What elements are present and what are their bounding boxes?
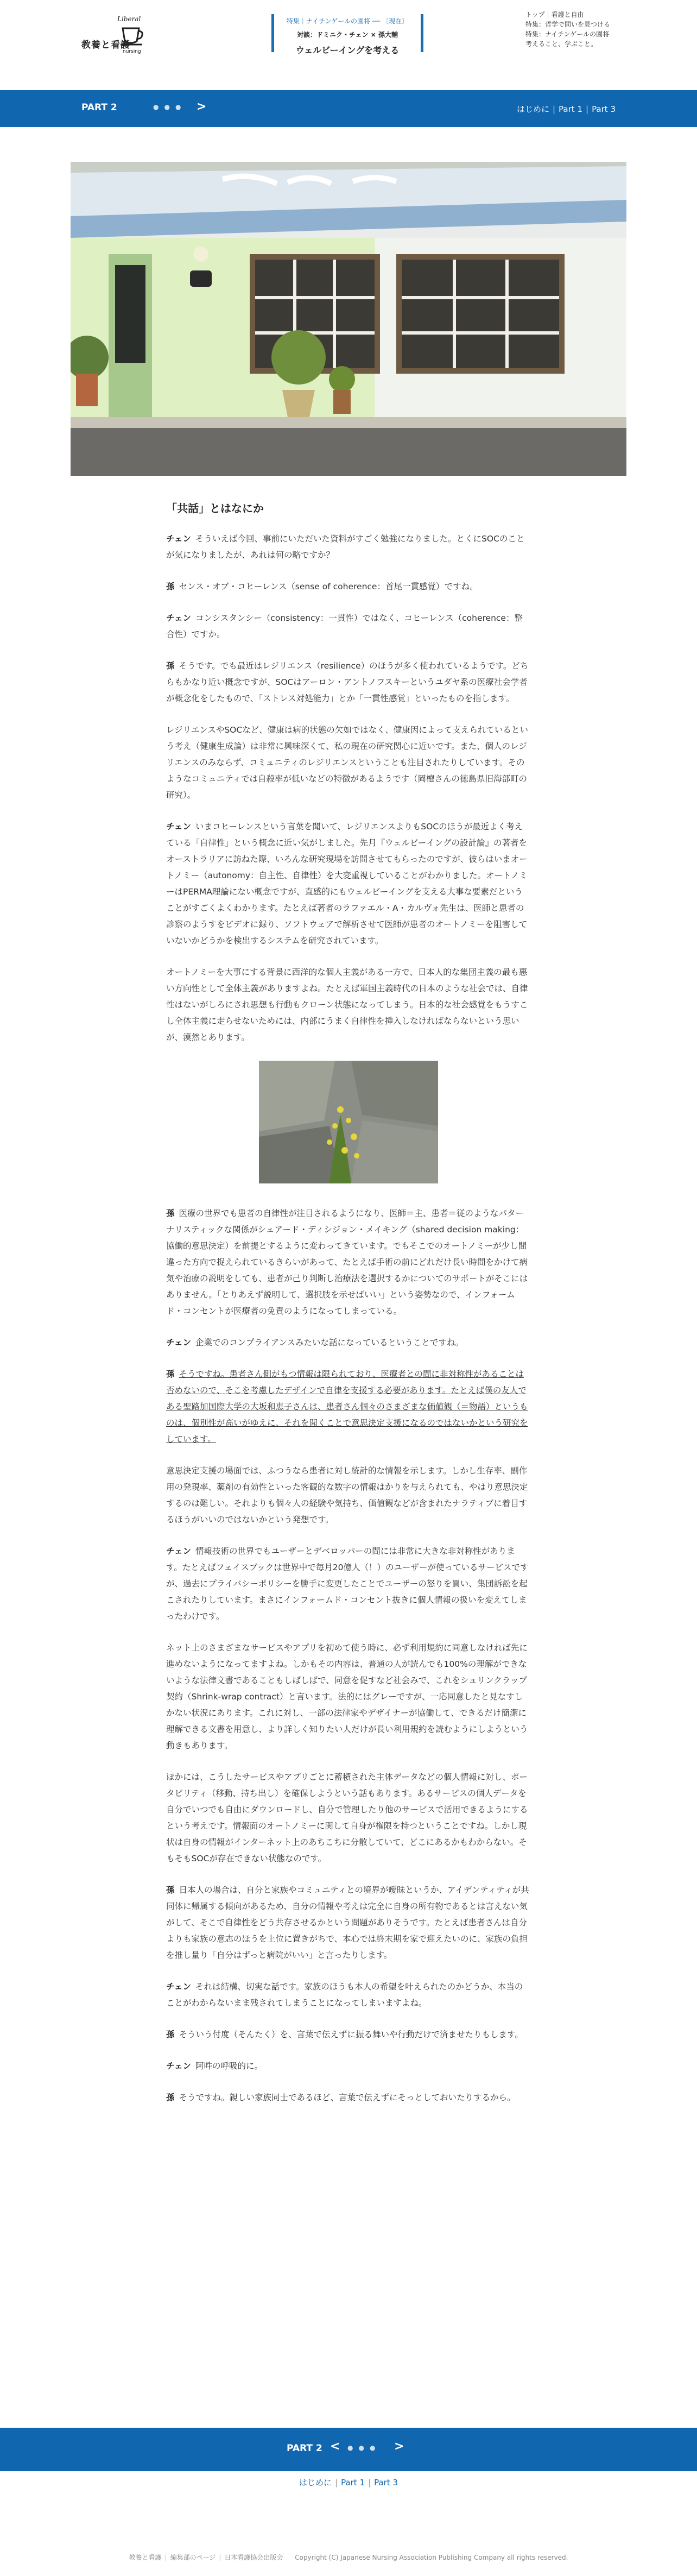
paragraph-text: レジリエンスやSOCなど、健康は病的状態の欠如ではなく、健康因によって支えられているという考え（健康生成論）は非常に興味深くて、私の現在の研究関心に近いです。また、個人のレジリエンスのみならず、コミュニティのレジリエンスということも注目されたりしています。そのようなコミュニティでは自殺率が低いなどの特徴があるようです（岡檀さんの徳島県旧海部町の研究）。	[166, 725, 528, 800]
site-logo[interactable]	[81, 14, 152, 58]
paragraph-text: いまコヒーレンスという言葉を聞いて、レジリエンスよりもSOCのほうが最近よく考えている「自律性」という概念に近い気がしました。先月『ウェルビーイングの設計論』の著者をオーストラリアに訪ねた際、いろんな研究現場を訪問させてもらったのですが、彼らはいまオートノミー（autonomy：自主性、自律性）を大変重視していることがわかりました。オートノミーはPERMA理論にない概念ですが、直感的にもウェルビーイングを支える大事な要素だということがすごくよくわかります。たとえば著者のラファエル・A・カルヴォ先生は、医師と患者の診察のようすをビデオに録り、ソフトウェアで解析させて医師が患者のオートノミーを阻害していないかどうかを検出するシステムを研究されています。	[166, 822, 528, 946]
speaker-name: チェン	[166, 822, 192, 832]
speaker-name: チェン	[166, 1546, 192, 1556]
storefront-illustration	[71, 162, 626, 476]
footer-link[interactable]: 編集部のページ	[170, 2554, 216, 2561]
link-part-1[interactable]: Part 1	[559, 104, 582, 114]
speaker-name: 孫	[166, 582, 175, 591]
paragraph-text: 意思決定支援の場面では、ふつうなら患者に対し統計的な情報を示します。しかし生存率、副作用の発現率、薬剤の有効性といった客観的な数字の情報はかりを与えられても、やはり意思決定するのは難しい。それよりも個々人の経験や気持ち、価値観などが含まれたナラティブに着目するほうがいいのではないかという発想です。	[166, 1466, 528, 1525]
section-heading: 「共話」とはなにか	[166, 502, 264, 515]
paragraph-text: センス・オブ・コヒーレンス（sense of coherence：首尾一貫感覚）ですね。	[179, 582, 478, 591]
paragraph-text-underlined: そうですね。患者さん側がもつ情報は限られており、医療者との間に非対称性があることは否めないので、そこを考慮したデザインで自律を支援する必要があります。たとえば僕の友人である聖路加国際大学の大坂和恵子さんは、患者さん個々のさまざまな価値観（＝物語）というものは、個別性が高いがゆえに、それを聞くことで意思決定支援になるのではないかという研究をしています。	[166, 1369, 528, 1444]
link-part-3[interactable]: Part 3	[374, 2478, 398, 2487]
copyright: Copyright (C) Japanese Nursing Association Publishing Company all rights reserved.	[295, 2554, 568, 2561]
paragraph-text: 企業でのコンプライアンスみたいな話になっているということですね。	[195, 1338, 464, 1347]
current-part-label: PART 2	[287, 2443, 322, 2454]
paragraph	[166, 1882, 531, 1963]
part-progress-dots: ●●●	[347, 2444, 381, 2452]
paragraph-text: そうです。でも最近はレジリエンス（resilience）のほうが多く使われているようです。どちらもかなり近い概念ですが、SOCはアーロン・アントノフスキーというユダヤ系の医療社会学者が概念化をしたもので、「ストレス対処能力」とか「一貫性感覚」といったものを指します。	[166, 661, 529, 703]
divider: |	[368, 2478, 371, 2487]
divider: |	[335, 2478, 338, 2487]
site-footer	[0, 2553, 697, 2562]
logo-tiny-text: nursing	[123, 49, 141, 54]
paragraph-text: ほかには、こうしたサービスやアプリごとに蓄積された主体データなどの個人情報に対し、ポータビリティ（移動、持ち出し）を確保しようという話もあります。あるサービスの個人データを自分でいつでも自由にダウンロードし、自分で管理したり他のサービスで活用できるようにするという考えです。情報面のオートノミーに関して自身が権限を持つということですね。しかし現状は自身の情報がインターネット上のあちこちに分散していて、どこにあるかもわからない。そもそもSOCが存在できない状態なのです。	[166, 1772, 528, 1863]
current-part-label: PART 2	[81, 102, 117, 113]
feature-title-box	[271, 14, 423, 55]
footer-link[interactable]: 日本看護協会出版会	[224, 2554, 283, 2561]
speaker-name: 孫	[166, 2030, 175, 2039]
breadcrumb-item[interactable]: トップ｜看護と自由	[525, 11, 584, 18]
paragraph	[166, 1463, 531, 1528]
part-nav-top	[0, 90, 697, 127]
paragraph-text: そういえば今回、事前にいただいた資料がすごく勉強になりました。とくにSOCのことが気になりましたが、あれは何の略ですか？	[166, 534, 525, 560]
paragraph-text: そうですね。親しい家族同士であるほど、言葉で伝えずにそっとしておいたりするから。	[179, 2093, 516, 2102]
paragraph	[166, 2089, 531, 2106]
paragraph	[166, 1205, 531, 1319]
part-nav-bottom	[0, 2428, 697, 2471]
paragraph-text: ネット上のさまざまなサービスやアプリを初めて使う時に、必ず利用規約に同意しなければ先に進めないようになってますよね。しかもその内容は、普通の人が読んでも100%の理解ができないような法律文書であることもしばしばで、同意を促すなど社会みで、これをシュリンクラップ契約（Shrink-wrap contract）と言います。法的にはグレーですが、一応同意したと見なすしかない状況にあります。これに対し、一部の法律家やデザイナーが協働して、できるだけ簡潔に理解できる文書を用意し、より詳しく知りたい人だけが長い利用規約を読むようにしようという動きもあります。	[166, 1643, 528, 1750]
bottom-part-links	[0, 2477, 697, 2488]
paragraph	[166, 722, 531, 803]
site-header	[0, 0, 697, 87]
paragraph	[166, 1543, 531, 1624]
logo-small-text: Liberal	[117, 15, 141, 23]
divider: |	[219, 2554, 221, 2561]
speaker-name: チェン	[166, 534, 192, 544]
paragraph	[166, 964, 531, 1045]
paragraph-text: 日本人の場合は、自分と家族やコミュニティとの境界が曖昧というか、アイデンティティが共同体に帰属する傾向があるため、自分の情報や考えは完全に自身の所有物であるとは言えない気がして、そこで自律性をどう共存させるかという問題がありそうです。たとえば患者さんは自分よりも家族の意志のほうを上位に置きがちで、本心では終末期を家で迎えたいのに、家族の負担を推し量り「自分はずっと病院がいい」と言ったりします。	[166, 1885, 529, 1960]
paragraph	[166, 658, 531, 707]
logo-title: 教養と看護	[81, 40, 130, 51]
paragraph	[166, 2026, 531, 2043]
part-links	[517, 103, 616, 115]
breadcrumb-item[interactable]: 特集：ナイチンゲールの園将	[525, 30, 610, 38]
dialogue-participants: 対談：ドミニク・チェン × 孫大輔	[296, 31, 398, 39]
speaker-name: チェン	[166, 1982, 192, 1992]
part-progress-dots: ●●●	[153, 103, 187, 111]
paragraph-text: オートノミーを大事にする背景に西洋的な個人主義がある一方で、日本人的な集団主義の最も悪い方向性として全体主義がありますよね。たとえば軍国主義時代の日本のような社会では、自律性はないがしろにされ思想も行動もクローン状態になってしまう。日本的な社会感覚をもうすこし全体主義に走らせないためには、内部にうまく自律性を挿入しなければならないという思いが、漠然とあります。	[166, 967, 528, 1042]
link-intro[interactable]: はじめに	[299, 2478, 332, 2487]
prev-part-arrow-icon[interactable]: <	[330, 2440, 340, 2453]
next-part-arrow-icon[interactable]: >	[394, 2440, 404, 2453]
divider: |	[164, 2554, 167, 2561]
paragraph-text: 情報技術の世界でもユーザーとデベロッパーの間には非常に大きな非対称性があります。たとえばフェイスブックは世界中で毎月20億人（！）のユーザーが使っているサービスですが、過去にプライバシーポリシーを勝手に変更したことでユーザーの怒りを買い、集団訴訟を起こされたりしています。まさにインフォームド・コンセント抜きに個人情報の扱いを変えてしまったわけです。	[166, 1546, 529, 1621]
inline-photo-flowers-on-stone	[259, 1061, 438, 1183]
speaker-name: 孫	[166, 1885, 175, 1895]
link-intro[interactable]: はじめに	[516, 104, 549, 114]
footer-link[interactable]: 教養と看護	[129, 2554, 162, 2561]
speaker-name: 孫	[166, 1369, 175, 1379]
paragraph	[166, 2058, 531, 2074]
paragraph	[166, 578, 531, 595]
link-part-1[interactable]: Part 1	[341, 2478, 365, 2487]
link-part-3[interactable]: Part 3	[592, 104, 616, 114]
speaker-name: チェン	[166, 613, 192, 623]
speaker-name: チェン	[166, 1338, 192, 1347]
paragraph-text: コンシスタンシー（consistency：一貫性）ではなく、コヒーレンス（coherence：整合性）ですか。	[166, 613, 523, 639]
paragraph	[166, 610, 531, 643]
paragraph	[166, 1769, 531, 1867]
paragraph-text: そういう付度（そんたく）を、言葉で伝えずに振る舞いや行動だけで済ませたりもします。	[179, 2030, 523, 2039]
speaker-name: 孫	[166, 2093, 175, 2102]
breadcrumb-item[interactable]: 考えること、学ぶこと。	[525, 40, 598, 48]
paragraph	[166, 1640, 531, 1754]
breadcrumb-item[interactable]: 特集：哲学で問いを見つける	[525, 21, 611, 28]
paragraph	[166, 818, 531, 949]
next-part-arrow-icon[interactable]: >	[197, 100, 207, 114]
paragraph	[166, 531, 531, 563]
feature-series[interactable]: 特集｜ナイチンゲールの園将 ── 〔現在〕	[286, 17, 409, 25]
paragraph-text: 医療の世界でも患者の自律性が注目されるようになり、医師＝主、患者＝従のようなパターナリスティックな関係がシェアード・ディシジョン・メイキング（shared decision making：協働的意思決定）を前提とするように変わってきています。でもそこでのオートノミーが少し間違った方向で捉えられているきらいがあって、たとえば手術の前にどれだけ長い時間をかけて病気や治療の説明をしても、患者が己り判断し治療法を選択するかについてのサポートがそこにはありません。「とりあえず説明して、選択肢を示せばいい」という姿勢なので、インフォームド・コンセントが医療者の免責のようになってしまっている。	[166, 1208, 528, 1316]
paragraph	[166, 1366, 531, 1447]
speaker-name: 孫	[166, 1208, 175, 1218]
speaker-name: チェン	[166, 2061, 192, 2071]
speaker-name: 孫	[166, 661, 175, 671]
article-body	[166, 500, 531, 2121]
divider: |	[586, 104, 589, 114]
paragraph-text: 阿吽の呼吸的に。	[195, 2061, 263, 2071]
paragraph	[166, 1979, 531, 2011]
divider: |	[553, 104, 556, 114]
paragraph	[166, 1334, 531, 1351]
paragraph-text: それは結構、切実な話です。家族のほうも本人の希望を叶えられたのかどうか、本当のことがわからないまま残されてしまうことになってしまいますよね。	[166, 1982, 523, 2008]
breadcrumb	[525, 10, 634, 49]
hero-photo-cafe-storefront	[71, 162, 626, 476]
page-title: ウェルビーイングを考える	[295, 45, 400, 55]
